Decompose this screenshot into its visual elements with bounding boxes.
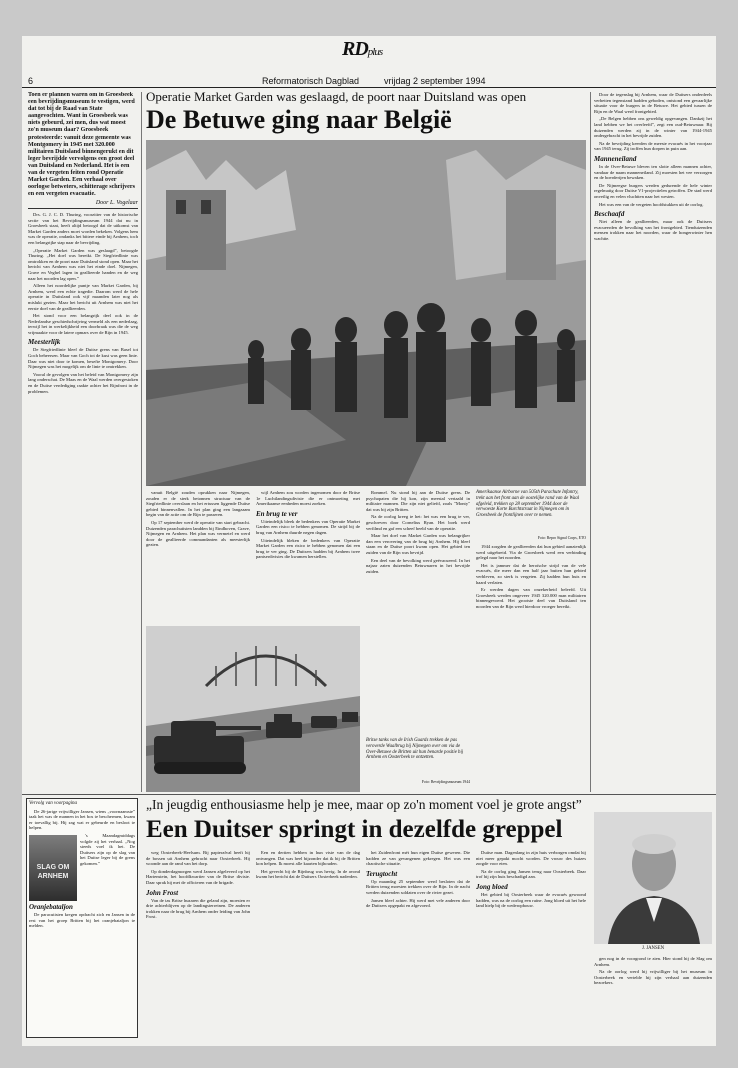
article2-column-2 <box>256 850 360 1036</box>
subheading: Manneneiland <box>594 154 637 163</box>
masthead-rule <box>22 87 716 88</box>
paragraph: 1944 zorgden de geallieerden dat hun gebied aanzienlijk werd uitgebreid. Via de Groesbeek werd een verbinding gelegd naar het noorden. <box>476 544 586 561</box>
book-cover-text: ARNHEM <box>37 872 69 880</box>
article-column-2 <box>146 490 250 620</box>
section-divider <box>22 794 716 795</box>
portrait-photo <box>594 812 712 944</box>
sidebar-box <box>26 798 138 1038</box>
tank-photo-caption: Britse tanks van de Irish Guards trekken de pas veroverde Waalbrug bij Nijmegen over om via de Over-Betuwe de Britten uit hun benarde positie bij Arnhem en Oosterbeek te ontzetten. <box>366 738 464 761</box>
paragraph: Het gevecht bij de Rijnbrug was hevig. In de avond kwam het bericht dat de Duitsers Oosterbeek naderden. <box>256 868 360 880</box>
paragraph: „Operatie Market Garden was geslaagd”, betoogde Thuring. „Het doel was bereikt. De Siegfriedlinie was omtrokken en de poort naar Duitsland stond open. Maar het bericht van Arnhem was niet het einde doel. Nijmegen, Grave en Veghel lagen in geallieerde handen en de weg naar het noorden lag open.” <box>28 247 138 281</box>
paragraph: gen nog in de voorgrond te zien. Hier stond hij de Slag om Arnhem. <box>594 956 712 967</box>
paragraph: De Siegfriedlinie bleef de Duitse grens van Basel tot Goch beheersen. Maar van Goch tot de kust was geen linie. Daar was niet door te komen, besefte Montgomery. Door Nijmegen was het mogelijk om de linie te omtrekken. <box>28 347 138 370</box>
subheading: En brug te ver <box>256 509 298 518</box>
paragraph: Maar het doel van Market Garden was belangrijker dan een verovering van de brug bij Arnhem. Hij bleef staan en de Duitse poort kwam open. Het gebied ten zuiden van de Rijn was bevrijd. <box>366 533 470 555</box>
page-number: 6 <box>28 76 34 86</box>
subheading: Meesterlijk <box>28 338 61 347</box>
soldiers-photo-credit: Foto: Repro Signal Corps, ETO <box>537 536 586 540</box>
paragraph: Een en dertien hebben in hun visie van de dag ontvangen. Dat was heel bijzonder dat ik bij de Britten kon helpen. Ik moest alle kaarten bijhouden. <box>256 850 360 867</box>
paragraph: Vooral de gevolgen van het beleid van Montgomery zijn lang onderschat. De Maas en de Waal werden overgestoken en de Duitse verdediging raakte achter het Rijnfront in de problemen. <box>28 371 138 394</box>
paragraph: Na de oorlog kreeg ie het: het was een brug te ver, geschreven door Cornelius Ryan. Het boek werd verfilmd en gaf een scheef beeld van de operatie. <box>366 514 470 531</box>
paper-name: Reformatorisch Dagblad <box>262 76 360 86</box>
article-column-3 <box>256 490 360 620</box>
article-kicker-2: „In jeugdig enthousiasme help je mee, maar op zo'n moment voel je grote angst” <box>146 797 582 812</box>
column-divider <box>141 92 142 792</box>
article2-column-5 <box>594 956 712 1036</box>
paragraph: weg Oosterbeek-Heelsum. Bij papierafval heeft hij de bossen uit Arnhem gebracht naar Oosterbeek. Hij woonde aan de rand van het dorp. <box>146 850 250 867</box>
paragraph: Op donderdagmorgen werd Jansen afgeleverd op het Hartenstein, het hoofdkwartier van de Britse divisie. Daar sprak hij met de officieren van de brigade. <box>146 868 250 885</box>
soldiers-photo-caption: Amerikaanse Airborne van 505th Parachute Infantry, trekt aan het front aan de oostelijke rand van de Waal afgeleid, trekken op 28 september 1944 door de verwoeste Korte Burchtstraat in Nijmegen om in Groesbeek de frontlijnen over te nemen. <box>476 490 580 519</box>
article-headline-2: Een Duitser springt in dezelfde greppel <box>146 816 563 843</box>
article2-column-3 <box>366 850 470 1036</box>
paragraph: 's Maandagmiddags volgde zij het verhaal. „Nog steeds voel ik het. De Duitsers zijn op de slag van het Duitse leger bij de grens gekomen.” <box>80 832 135 866</box>
sidebar-heading: Vervolg van voorpagina <box>29 801 78 806</box>
photo-tanks-bridge <box>146 626 360 792</box>
article-kicker: Operatie Market Garden was geslaagd, de poort naar Duitsland was open <box>146 89 527 104</box>
paragraph: Uiteindelijk bleken de bedenkers van Operatie Market Garden een risico te hebben genomen dat een brug te ver ging. De Duitsers hadden bij Arnhem twee pantserdivisies die kwamen herstellen. <box>256 537 360 560</box>
paragraph: Rommel. Nu stond hij aan de Duitse grens. De psychopaten die hij kon, zijn meestal vertaald in militaire mannen. Die zijn niet geliefd, zoals "Monty" dat was bij zijn Britten. <box>366 490 470 512</box>
subheading: Oranjebataljon <box>29 902 73 911</box>
issue-date: vrijdag 2 september 1994 <box>384 76 486 86</box>
paragraph: Jansen bleef achter. Hij werd met vele anderen door de Duitsers opgepakt en afgevoerd. <box>366 897 470 909</box>
book-cover-image <box>29 835 77 901</box>
newspaper-page <box>22 36 716 1046</box>
photo-tanks-bridge-drawing <box>146 626 360 792</box>
paragraph: Door de tegenslag bij Arnhem, waar de Duitsers onderdeels verbetten tegenstand hadden geboden, ontstond een gevaarlijke situatie voor de burgers in de Betuwe. Het gebied tussen de Rijn en de Waal werd frontgebied. <box>594 92 712 114</box>
portrait-drawing <box>594 812 712 944</box>
paragraph: Van de tas Britse huzaren die geland zijn, moesten er drie achterblijven op de landingsterreinen. De anderen trokken naar de brug bij Arnhem onder leiding van John Frost. <box>146 897 250 920</box>
paragraph: Na de bevrijding keerden de meeste evacués in het voorjaar van 1945 terug. Zij troffen hun dorpen in puin aan. <box>594 140 712 152</box>
paragraph: Een deel van de bevolking werd geëvacueerd. In het najaar zaten duizenden Betuwnaren in het bevrijde zuiden. <box>366 557 470 574</box>
paragraph: Na de oorlog ging Jansen terug naar Oosterbeek. Daar trof hij zijn huis beschadigd aan. <box>476 868 586 880</box>
subheading: Jong bloed <box>476 882 508 891</box>
article-byline: Door L. Vogelaar <box>28 201 138 209</box>
paragraph: In de Over-Betuwe bleven ten slotte alleen mannen achter, vandaar de naam manneneiland. Zij moesten het vee verzorgen en de boerderijen bewaken. <box>594 163 712 181</box>
article-intro: Toen er plannen waren om in Groesbeek een bevrijdingsmuseum te vestigen, werd dat tot bij de Raad van State aangevochten. Want in Groesbeek was niets gebeurd, zei men, dus wat moest zo'n museum daar? Groesbeek protesteerde: vanuit deze gemeente was Montgomery in 1945 met 320.000 militairen Duitsland binnengerukt en dit leger bevrijdde vervolgens een groot deel van Duitsland en Nederland. Het is een van de vergeten feiten rond Operatie Market Garden. Een verhaal over oorlogse betweters, schitterage schrijvers en een vergeten evacuatie. <box>28 92 135 198</box>
paragraph: Het was een van de vergeten hoofdstukken uit de oorlog. <box>599 201 704 207</box>
paragraph: Niet alleen de geallieerden, maar ook de Duitsers evacueerden de bevolking van het frontgebied. Tienduizenden mensen trokken naar het noorden, waar de hongerwinter hen wachtte. <box>594 219 712 241</box>
subheading: John Frost <box>146 888 179 897</box>
photo-soldiers-ruins-drawing <box>146 140 586 486</box>
paragraph: Het stond voor een belangrijk deel ook in de Nederlandse geschiedschrijving vermeld als een nederlaag, terwijl het in werkelijkheid een doorbraak was die de weg vrijmaakte voor de latere opmars over de Rijn in 1945. <box>28 313 138 335</box>
photo-soldiers-ruins <box>146 140 586 486</box>
paragraph: Op maandag 25 september werd besloten dat de Britten terug moesten trekken over de Rijn. In de nacht werden duizenden soldaten over de rivier gezet. <box>366 878 470 895</box>
paragraph: Drs. G. J. C. D. Thuring, voorzitter van de historische sectie van het Bevrijdingsmuseum 1944 dat nu in Groesbeek staat, heeft altijd betoogd dat de uitkomst van Market Garden anders moet worden bekeken. Volgens hem was de operatie, ondanks het bittere einde bij Arnhem, toch een belangrijke stap naar de bevrijding. <box>28 212 138 245</box>
article-intro-column <box>28 92 138 532</box>
paragraph: De Nijmeegse burgers werden gedurende de hele winter regelmatig door Duitse V1-projectielen getroffen. De stad werd onveilig en velen vluchtten naar het westen. <box>594 182 712 199</box>
book-cover-text: SLAG OM <box>36 863 70 871</box>
article2-column-1 <box>146 850 250 1036</box>
paragraph: het Zuidenfront mét hun eigen Duitse geweren. Die hadden ze van gevangenen gekregen. Het was een chaotische situatie. <box>366 850 470 867</box>
tank-photo-credit: Foto: Bevrijdingsmuseum 1944 <box>421 780 470 784</box>
article-column-5 <box>476 544 586 792</box>
paragraph: Duitse man. Dagenlang in zijn huis verborgen omdat hij niet meer gepakt mocht worden. De vrouw des huizes zorgde voor eten. <box>476 850 586 867</box>
article2-column-4 <box>476 850 586 1036</box>
paragraph: Het gebied bij Oosterbeek waar de evacués gewoond hadden, was na de oorlog een ruïne. Jong bloed uit het hele land hielp bij de wederopbouw. <box>476 891 586 909</box>
portrait-caption: J. JANSEN <box>641 946 665 951</box>
paragraph: Er werden dagen van onzekerheid beleefd. Uit Groesbeek werden ongeveer 1945 320.000 man militairen binnengevoerd. Het grootste deel van Duitsland ten noorden van de Rijn werd hierdoor vroeger bereikt. <box>476 587 586 609</box>
column-divider <box>590 92 591 792</box>
paragraph: De 26-jarige vrijwilliger Jansen, wiens „voornaamste” taak het was de mannen in het bos te beschermen, kwam er toevallig bij. Hij zag wat er gebeurde en besloot te helpen. <box>29 808 135 831</box>
subheading: Beschaafd <box>594 210 625 219</box>
paragraph: „De Belgen hebben ons geweldig opgevangen. Dankzij het land hebben we het overleefd”, zegt een oud-Betuwnaar. Bij duizenden werden zij in de winter van 1944-1945 ondergebracht in het bevrijde zuiden. <box>594 116 712 139</box>
paragraph: Alleen het noordelijke puntje van Market Garden, bij Arnhem, werd een echte tragedie. Daarom werd de hele operatie in Duitsland ook vijf maanden later nog als mislukt gezien. Maar het bericht uit Arnhem was niet het eerste doel van de geallieerden. <box>28 283 138 311</box>
paragraph: Uiteindelijk bleek de bedenkers van Operatie Market Garden een risico te hebben genomen. De strijd bij de brug van Arnhem duurde negen dagen. <box>256 518 360 535</box>
paragraph: Na de oorlog werd hij vrijwilliger bij het museum in Oosterbeek en vertelde hij zijn verhaal aan duizenden bezoekers. <box>594 969 712 986</box>
paragraph: wijl Arnhem zou worden ingenomen door de Britse 1e Luchtlandingsdivisie die er ontmoeting met Amerikaanse eenheden moest zoeken. <box>256 490 360 507</box>
paragraph: Het is jammer dat de heroïsche strijd van de vele evacués, die meer dan een half jaar buiten hun gebied verbleven, zo sterk is vergeten. Zij hadden hun huis en haard verlaten. <box>476 562 586 585</box>
paragraph: vanuit België zouden oprukken naar Nijmegen, zouden er de sterk betonnen structuur van de Siegfriedlinie overslaan en het ertussen liggende Duitse gebied binnenvallen. In het plan ging een langzaam begin van de actie om de Rijn te passeren. <box>146 490 250 518</box>
masthead-logo: RDplus <box>342 38 383 60</box>
paragraph: Op 17 september werd de operatie van start gebracht. Duizenden parachutisten landden bij Eindhoven, Grave, Nijmegen en Arnhem. Het plan was vermetel en werd door de geallieerde commandanten als meesterlijk gezien. <box>146 519 250 548</box>
paragraph: De paracutisten kregen opdracht zich en Jansen in de rest van het groep Britten bij het oranjebataljon te melden. <box>29 911 135 929</box>
subheading: Terugtocht <box>366 869 398 878</box>
article-column-6 <box>594 92 712 792</box>
article-headline: De Betuwe ging naar België <box>146 105 452 134</box>
